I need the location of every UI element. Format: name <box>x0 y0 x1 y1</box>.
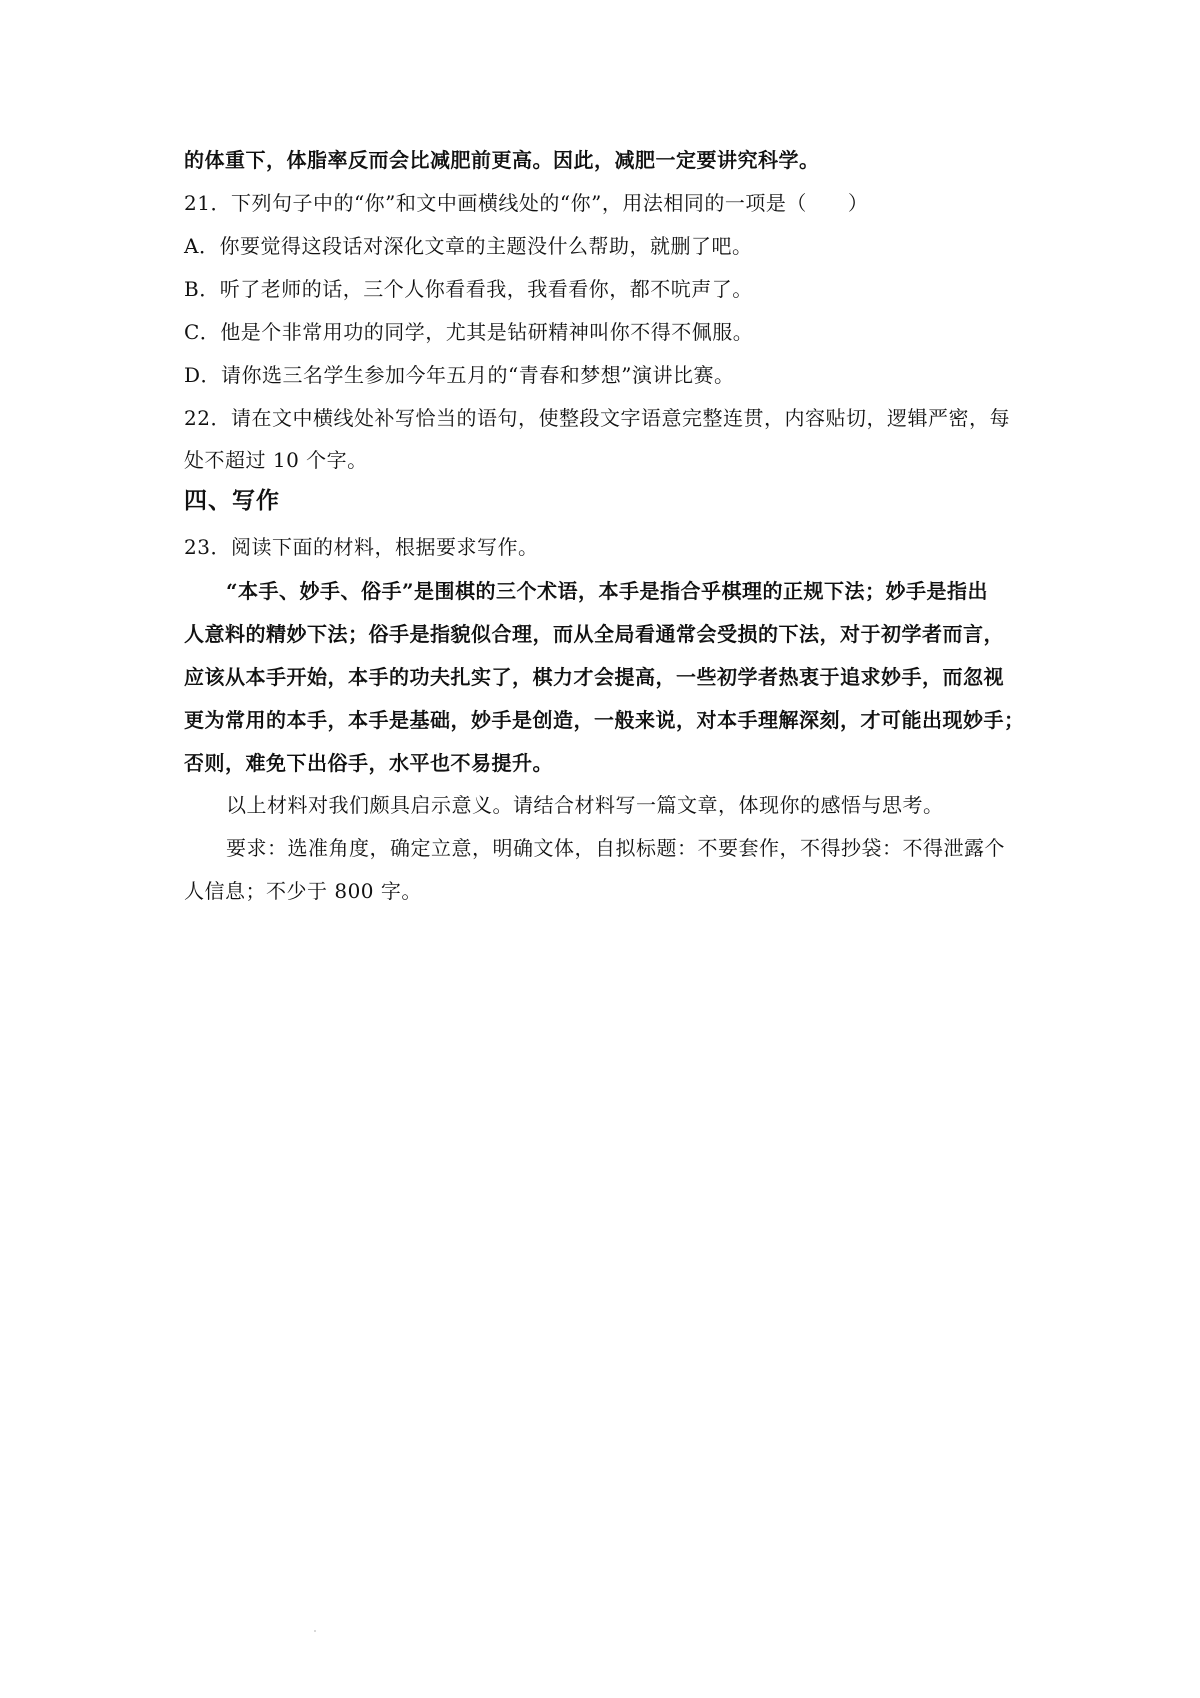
question-21-option-b: B．听了老师的话，三个人你看看我，我看看你，都不吭声了。 <box>184 277 753 301</box>
question-23-stem: 23．阅读下面的材料，根据要求写作。 <box>184 535 539 559</box>
material-line-1: “本手、妙手、俗手”是围棋的三个术语，本手是指合乎棋理的正规下法；妙手是指出 <box>226 579 989 603</box>
page-speck <box>314 1630 316 1632</box>
question-22-line-1: 22．请在文中横线处补写恰当的语句，使整段文字语意完整连贯，内容贴切，逻辑严密，每 <box>184 406 1010 430</box>
material-line-5: 否则，难免下出俗手，水平也不易提升。 <box>184 751 553 775</box>
writing-prompt: 以上材料对我们颇具启示意义。请结合材料写一篇文章，体现你的感悟与思考。 <box>226 793 944 817</box>
question-21-option-a: A．你要觉得这段话对深化文章的主题没什么帮助，就删了吧。 <box>184 234 753 258</box>
material-line-4: 更为常用的本手，本手是基础，妙手是创造，一般来说，对本手理解深刻，才可能出现妙手； <box>184 708 1025 732</box>
material-line-3: 应该从本手开始，本手的功夫扎实了，棋力才会提高，一些初学者热衷于追求妙手，而忽视 <box>184 665 1004 689</box>
writing-requirement-line-1: 要求：选准角度，确定立意，明确文体，自拟标题：不要套作，不得抄袋：不得泄露个 <box>226 836 1005 860</box>
writing-requirement-line-2: 人信息；不少于 800 字。 <box>184 879 422 903</box>
passage-continuation: 的体重下，体脂率反而会比减肥前更高。因此，减肥一定要讲究科学。 <box>184 148 820 172</box>
material-line-2: 人意料的精妙下法；俗手是指貌似合理，而从全局看通常会受损的下法，对于初学者而言， <box>184 622 1004 646</box>
question-21-stem: 21．下列句子中的“你”和文中画横线处的“你”，用法相同的一项是（ ） <box>184 191 869 215</box>
question-21-option-c: C．他是个非常用功的同学，尤其是钻研精神叫你不得不佩服。 <box>184 320 754 344</box>
question-21-option-d: D．请你选三名学生参加今年五月的“青春和梦想”演讲比赛。 <box>184 363 735 387</box>
question-22-line-2: 处不超过 10 个字。 <box>184 448 368 472</box>
section-4-title: 四、写作 <box>184 487 280 514</box>
